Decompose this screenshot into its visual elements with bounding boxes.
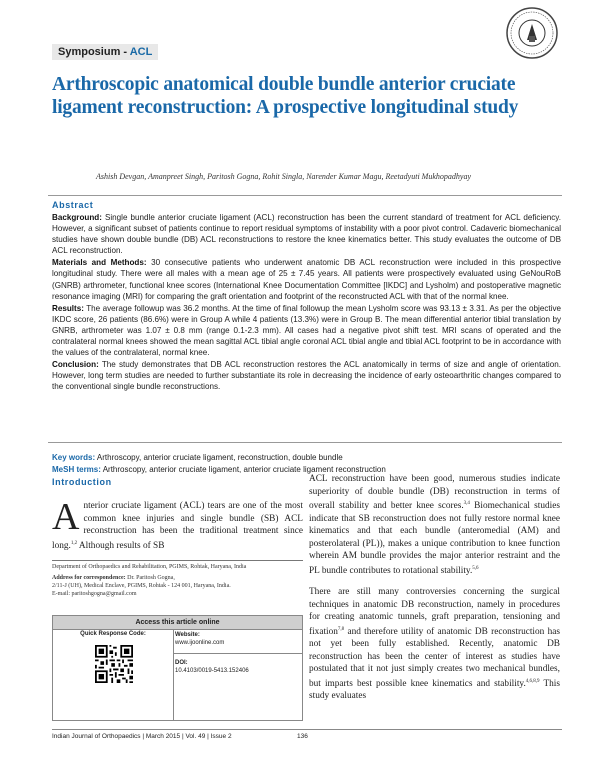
access-online-box: [52, 615, 303, 721]
website-label: Website:: [175, 632, 200, 638]
correspondence-address: 2/11-J (UH), Medical Enclave, PGIMS, Rohtak - 124 001, Haryana, India.: [52, 583, 231, 589]
intro-col2-p2a: There are still many controversies concerning the surgical techniques in anatomic DB reconstruction, namely in procedures for creating anatomic tunnels, graft preparation, tensioning and fixation: [309, 587, 560, 637]
intro-col2-p2b: and therefore utility of anatomic DB reconstruction has not yet been fully established. Recently, anatomic DB reconstruction has been the center of interest as studies have postulated that it not just simply creates two mechanical bundles, but imparts best possible knee kinematics and stability.: [309, 626, 560, 689]
citation: 5,6: [472, 565, 479, 571]
section-separator: -: [120, 46, 130, 58]
section-tag: [52, 44, 158, 60]
doi-value[interactable]: 10.4103/0019-5413.152406: [175, 668, 249, 674]
journal-seal-logo: [505, 6, 559, 60]
background-label: Background:: [52, 213, 102, 222]
methods-text: 30 consecutive patients who underwent anatomic DB ACL reconstruction were included in this prospective longitudinal study. There were all males with a mean age of 25 ± 7.45 years. All patients were prospectively evaluated using GeNouRoB (GNRB) arthrometer, functional knee scores (International Knee Documentation Committee [IKDC] and Lysholm) and postoperative magnetic resonance imaging (MRI) for comparing the graft orientation and footprint of the reconstructed ACL with that of the normal knee.: [52, 258, 561, 301]
background-text: Single bundle anterior cruciate ligament (ACL) reconstruction has been the current standard of treatment for ACL deficiency. However, a significant subset of patients continue to report residual symptoms of instability with a poor pivot control. Cadaveric biomechanical studies have shown double bundle (DB) ACL reconstructions to restore the knee kinematics better. This study evaluates the outcome of DB ACL reconstruction.: [52, 213, 561, 256]
introduction-heading: Introduction: [52, 477, 112, 487]
mesh-text: Arthroscopy, anterior cruciate ligament, anterior cruciate ligament reconstruction: [100, 464, 386, 474]
intro-column-2: [309, 473, 560, 712]
qr-code-icon[interactable]: [95, 645, 133, 683]
citation: 7,8: [337, 626, 345, 632]
citation: 3,4: [463, 501, 470, 506]
footnote-divider: [52, 560, 303, 561]
citation: 4,6,8,9: [525, 678, 540, 684]
journal-info: Indian Journal of Orthopaedics | March 2015 | Vol. 49 | Issue 2: [52, 733, 232, 740]
intro-col1-tail: Although results of SB: [77, 540, 165, 551]
author-list: Ashish Devgan, Amanpreet Singh, Paritosh Gogna, Rohit Singla, Narender Kumar Magu, Reetadyuti Mukhopadhyay: [96, 172, 471, 181]
conclusion-label: Conclusion:: [52, 360, 99, 370]
section-topic: ACL: [129, 46, 153, 58]
intro-col2-p1b: Biomechanical studies indicate that SB reconstruction does not fully restore normal knee kinematics and that each bundle (anteromedial (AM) and posterolateral (PL)), makes a unique contribution to knee function wherein AM bundle provides the major anterior restraint and the PL bundle contributes to rotational stability.: [309, 501, 560, 576]
page-number: 136: [297, 733, 308, 740]
mesh-label: MeSH terms:: [52, 464, 101, 474]
footnotes: [52, 563, 303, 598]
access-info: [175, 631, 301, 675]
citation: 1,2: [70, 540, 78, 546]
correspondence-label: Address for correspondence:: [52, 575, 126, 581]
intro-col1-text: nterior cruciate ligament (ACL) tears are one of the most common knee injuries and single bundle (SB) ACL reconstruction has been the traditional treatment since long.: [52, 501, 303, 551]
intro-col2-p2c: This study evaluates: [309, 678, 560, 702]
intro-col2-p1a: ACL reconstruction have been good, numerous studies indicate superiority of double bundle (DB) reconstruction in terms of overall stability and better knee scores.: [309, 474, 560, 512]
keywords-block: [52, 452, 562, 475]
page-footer: [52, 729, 562, 740]
results-text: The average followup was 36.2 months. At the time of final followup the mean Lysholm score was 93.13 ± 3.31. As per the objective IKDC score, 26 patients (86.6%) were in Group A while 4 patients (13.3%) were in Group B. The mean differential anterior tibial translation by GNRB, arthrometer was 1.07 ± 0.8 mm (range 0.1-2.3 mm). All cases had a negative pivot shift test. MRI scans of operated and the contralateral normal knees showed the mean sagittal ACL tibial angle coronal ACL tibial angle and tibial ACL footprint to be in accordance with the values of the contralateral, normal knee.: [52, 303, 561, 358]
department-note: Department of Orthopaedics and Rehabilitation, PGIMS, Rohtak, Haryana, India: [52, 564, 247, 570]
intro-column-1: [52, 496, 303, 552]
access-title: Access this article online: [53, 616, 302, 630]
article-title: Arthroscopic anatomical double bundle anterior cruciate ligament reconstruction: A prospective longitudinal study: [52, 74, 519, 118]
methods-label: Materials and Methods:: [52, 258, 147, 268]
results-label: Results:: [52, 303, 84, 313]
qr-label: Quick Response Code:: [80, 631, 146, 637]
website-link[interactable]: www.ijoonline.com: [175, 640, 225, 646]
conclusion-text: The study demonstrates that DB ACL reconstruction restores the ACL anatomically in terms of size and angle of orientation. However, long term studies are needed to further substantiate its role in decreasing the incidence of early osteoarthritic changes compared to the conventional single bundle reconstructions.: [52, 360, 561, 392]
access-divider: [173, 653, 303, 654]
doi-label: DOI:: [175, 660, 188, 666]
section-label: Symposium: [58, 46, 121, 58]
keywords-text: Arthroscopy, anterior cruciate ligament, reconstruction, double bundle: [95, 453, 343, 462]
correspondence-name: Dr. Paritosh Gogna,: [125, 575, 175, 581]
keywords-label: Key words:: [52, 453, 96, 462]
drop-cap: A: [52, 496, 80, 538]
qr-cell: [53, 629, 174, 720]
correspondence-email[interactable]: E-mail: paritoshgogna@gmail.com: [52, 591, 137, 597]
abstract-body: [52, 212, 561, 394]
abstract-heading: Abstract: [52, 200, 94, 210]
